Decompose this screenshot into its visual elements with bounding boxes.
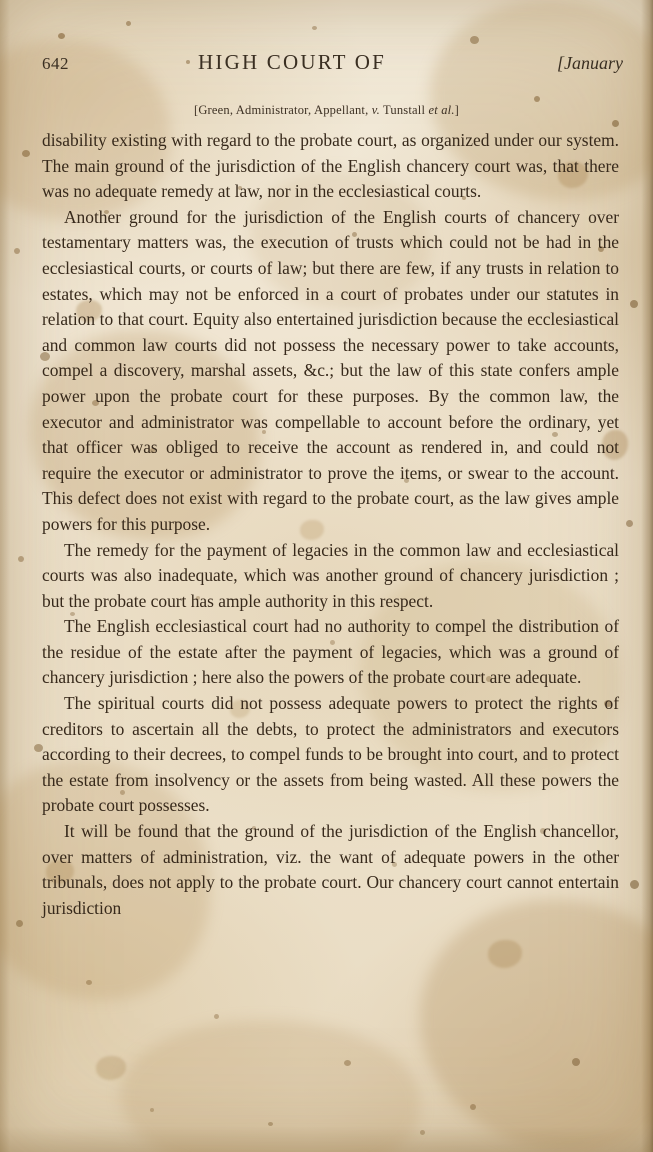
running-title: HIGH COURT OF bbox=[198, 50, 386, 74]
page-edge-bottom bbox=[0, 1126, 653, 1152]
page-number: 642 bbox=[42, 54, 69, 73]
case-caption-etal: et al. bbox=[428, 103, 455, 117]
issue-label: [January bbox=[557, 53, 623, 73]
paragraph-1: disability existing with regard to the probate court, as organized under our system. The main ground of the jurisdiction of the English chancery court was, that there was no adequate remedy at law, nor in the ecclesiastical courts. bbox=[42, 130, 619, 202]
case-caption-prefix: [Green, Administrator, Appellant, bbox=[193, 103, 372, 117]
page-header bbox=[42, 50, 623, 75]
body-text bbox=[42, 128, 619, 921]
paragraph-5: The spiritual courts did not possess adequate powers to protect the rights of creditors to ascertain all the debts, to protect the administrators and executors according to their decrees, to compel funds to be brought into court, and to protect the estate from insolvency or the assets from being wasted. All these powers the probate court possesses. bbox=[42, 693, 619, 816]
case-caption-suffix: ] bbox=[454, 103, 460, 117]
paragraph-3: The remedy for the payment of legacies in the common law and ecclesiastical courts was also inadequate, which was another ground of chancery jurisdiction ; but the probate court has ample authority in this respect. bbox=[42, 539, 619, 611]
paragraph-6: It will be found that the ground of the jurisdiction of the English chancellor, over matters of administration, viz. the want of adequate powers in the other tribunals, does not apply to the probate court. Our chancery court cannot entertain jurisdiction bbox=[42, 821, 619, 918]
case-caption bbox=[46, 103, 607, 118]
case-caption-name: Tunstall bbox=[379, 103, 429, 117]
case-caption-v: v. bbox=[371, 103, 380, 117]
paragraph-4: The English ecclesiastical court had no authority to compel the distribution of the residue of the estate after the payment of legacies, which was a ground of chancery jurisdiction ; here also the powers of the probate court are adequate. bbox=[42, 616, 619, 688]
paragraph-2: Another ground for the jurisdiction of the English courts of chancery over testamentary matters was, the execution of trusts which could not be had in the ecclesiastical courts, or courts of law; but there are few, if any trusts in relation to estates, which may not be enforced in a court of probates under our statutes in relation to that court. Equity also entertained jurisdiction because the ecclesiastical and common law courts did not possess the necessary power to take accounts, compel a discovery, marshal assets, &c.; but the law of this state confers ample power upon the probate court for these purposes. By the common law, the executor and administrator was compellable to account before the ordinary, yet that officer was obliged to receive the account as rendered in, and could not require the executor or administrator to prove the items, or swear to the account. This defect does not exist with regard to the probate court, as the law gives ample powers for this purpose. bbox=[42, 206, 619, 534]
